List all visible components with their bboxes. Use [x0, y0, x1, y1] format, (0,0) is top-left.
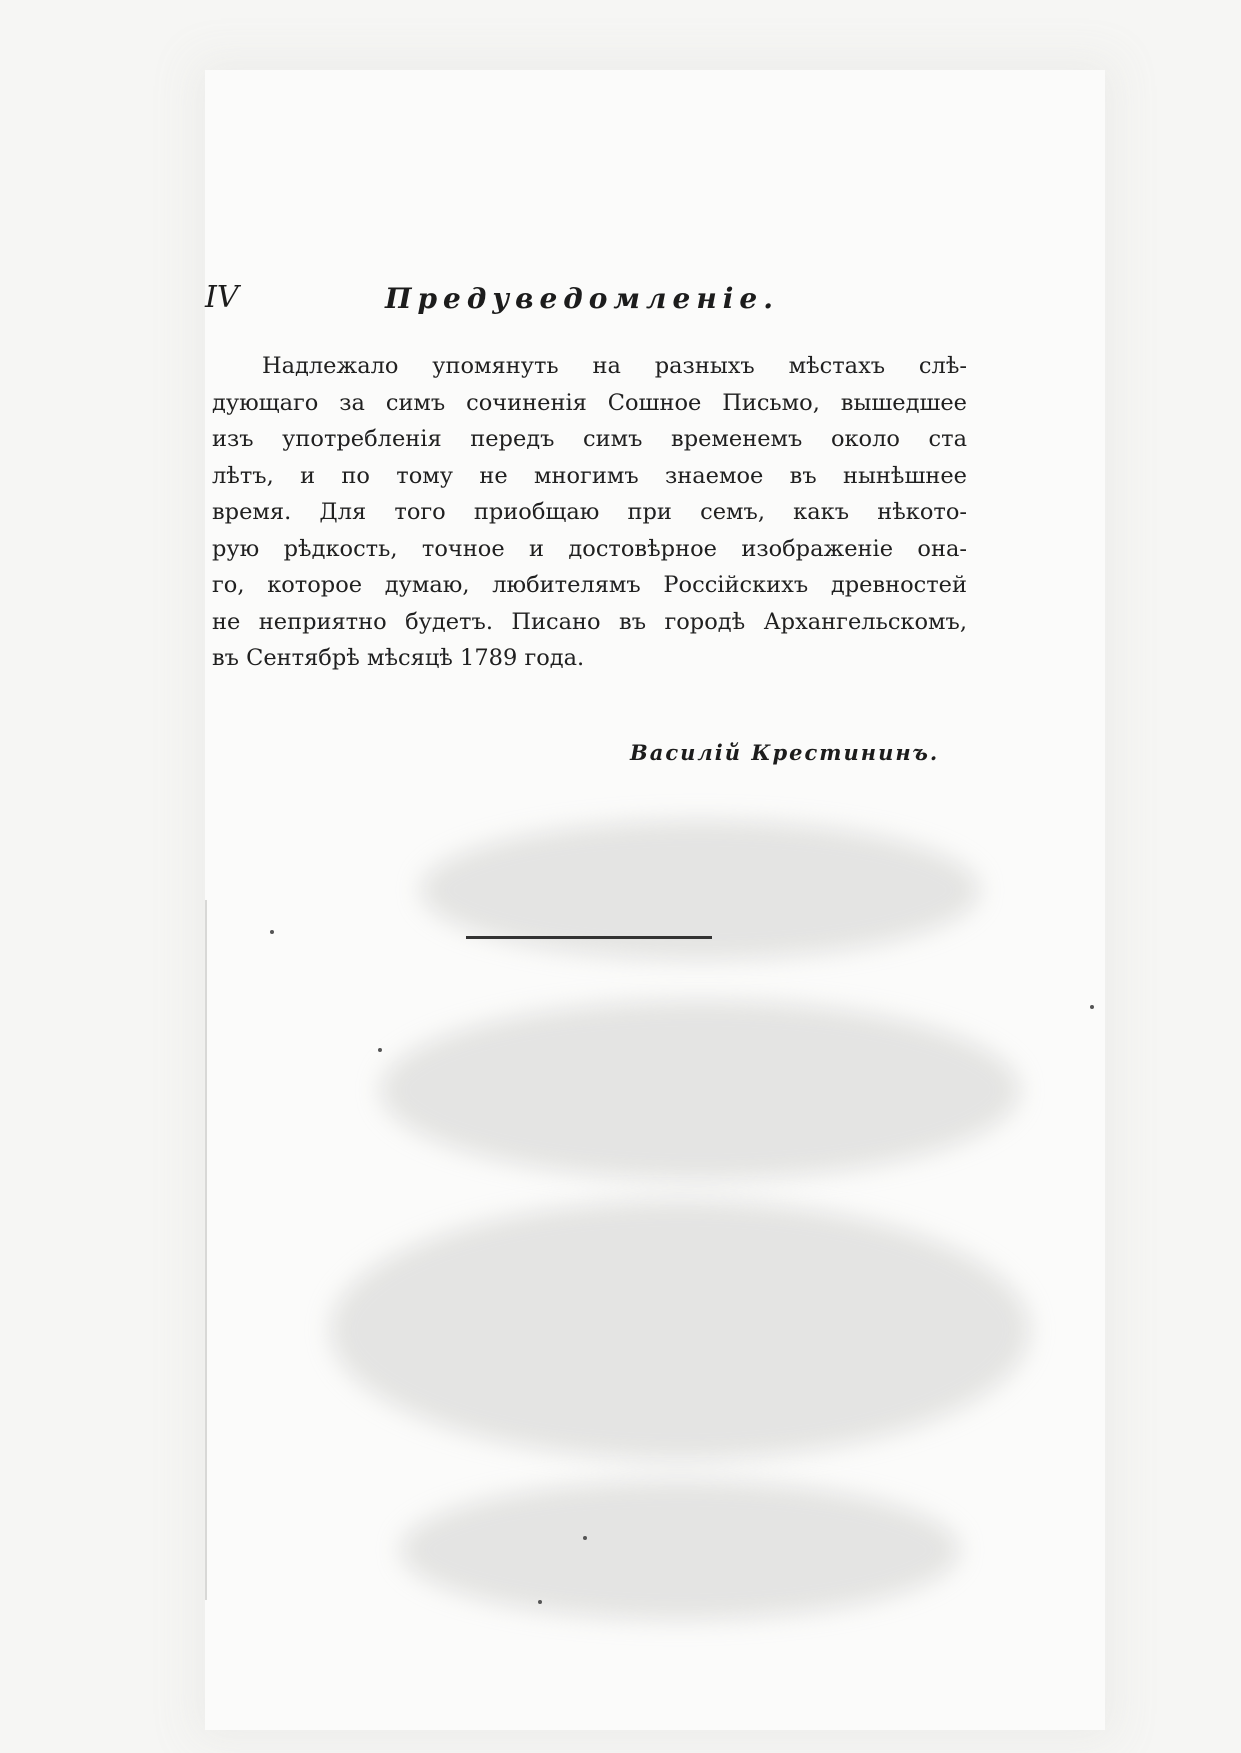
- text-line: рую рѣдкость, точное и достовѣрное изображенiе она-: [212, 535, 967, 562]
- text-line: время. Для того приобщаю при семъ, какъ нѣкото-: [212, 499, 967, 525]
- text-line: лѣтъ, и по тому не многимъ знаемое въ нынѣшнее: [212, 462, 967, 489]
- text-line: не неприятно будетъ. Писано въ городѣ Архангельскомъ,: [212, 608, 967, 635]
- ink-speck: [270, 930, 274, 934]
- text-line: Надлежало упомянуть на разныхъ мѣстахъ слѣ-: [262, 353, 967, 379]
- paper-edge: [205, 900, 207, 1600]
- text-line: въ Сентябрѣ мѣсяцѣ 1789 года.: [212, 645, 585, 671]
- ink-speck: [378, 1048, 382, 1052]
- ink-speck: [538, 1600, 542, 1604]
- show-through-stain: [400, 1480, 960, 1620]
- ink-speck: [1090, 1005, 1094, 1009]
- body-paragraph: [212, 348, 967, 677]
- show-through-stain: [380, 1000, 1020, 1180]
- horizontal-rule: [466, 936, 712, 939]
- page-number: IV: [205, 280, 239, 315]
- running-title: Предуведомленiе.: [385, 282, 779, 315]
- page-header: [205, 280, 965, 330]
- ink-speck: [583, 1536, 587, 1540]
- author-signature: Василiй Крестининъ.: [630, 740, 940, 765]
- text-line: дующаго за симъ сочиненiя Сошное Письмо, вышедшее: [212, 389, 967, 416]
- show-through-stain: [330, 1200, 1030, 1460]
- text-line: го, которое думаю, любителямъ Россiйскихъ древностей: [212, 572, 967, 598]
- show-through-stain: [420, 820, 980, 960]
- text-line: изъ употребленiя передъ симъ временемъ около ста: [212, 426, 967, 452]
